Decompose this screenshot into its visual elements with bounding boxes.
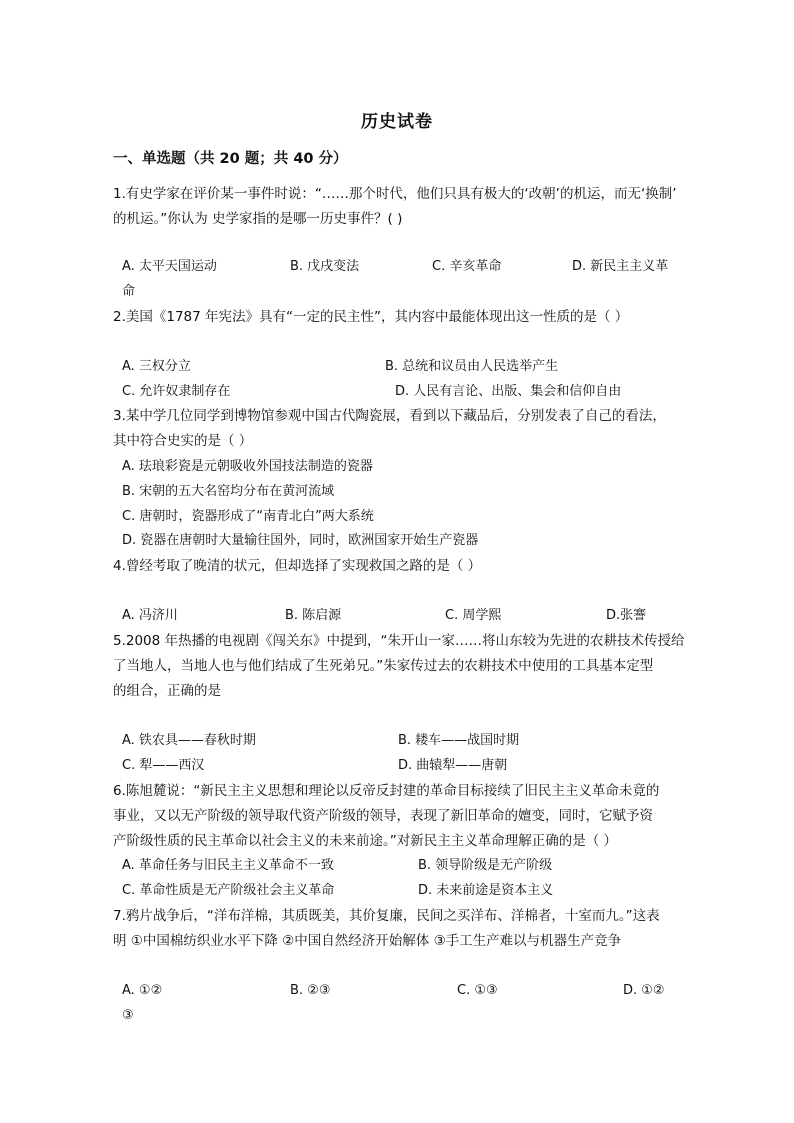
q5-option-a: A. 铁农具——春秋时期 [122,733,256,748]
q7-option-d: D. ①② [623,983,665,998]
question-7-text: 7.鸦片战争后，“洋布洋棉，其质既美，其价复廉，民间之买洋布、洋棉者，十室而九。”这表 [113,908,660,924]
q1-option-d: 命 [122,284,136,299]
q4-option-a: A. 冯济川 [122,608,178,623]
q4-option-d: D.张謇 [606,608,647,623]
question-5-text: 5.2008 年热播的电视剧《闯关东》中提到，“朱开山一家……将山东较为先进的农耕技术传授给 [113,633,685,649]
question-5-text: 的组合，正确的是 [113,683,221,699]
q6-option-a: A. 革命任务与旧民主主义革命不一致 [122,858,334,873]
question-3-text: 其中符合史实的是（ ） [113,433,253,449]
q3-option-d: D. 瓷器在唐朝时大量输往国外，同时，欧洲国家开始生产瓷器 [122,533,479,548]
q5-option-b: B. 耧车——战国时期 [398,733,520,748]
q6-option-b: B. 领导阶级是无产阶级 [418,858,553,873]
q5-option-d: D. 曲辕犁——唐朝 [398,758,508,773]
question-6-text: 6.陈旭麓说：“新民主主义思想和理论以反帝反封建的革命目标接续了旧民主主义革命未竟的 [113,783,660,799]
q7-option-c: C. ①③ [457,983,498,998]
q6-option-c: C. 革命性质是无产阶级社会主义革命 [122,883,335,898]
q7-option-a: A. ①② [122,983,163,998]
q2-option-a: A. 三权分立 [122,359,191,374]
q5-option-c: C. 犁——西汉 [122,758,205,773]
question-7-text: 明 ①中国棉纺织业水平下降 ②中国自然经济开始解体 ③手工生产难以与机器生产竞争 [113,933,622,949]
question-3-text: 3.某中学几位同学到博物馆参观中国古代陶瓷展，看到以下藏品后，分别发表了自己的看法， [113,408,666,424]
q1-option-a: A. 太平天国运动 [122,259,217,274]
q1-option-b: B. 戊戌变法 [290,259,360,274]
q7-option-b: B. ②③ [290,983,331,998]
page-title: 历史试卷 [361,112,433,132]
q1-option-d: D. 新民主主义革 [572,259,669,274]
q4-option-c: C. 周学熙 [445,608,502,623]
q2-option-c: C. 允许奴隶制存在 [122,384,231,399]
section-heading: 一、单选题（共 20 题；共 40 分） [113,151,348,167]
question-1-text: 的机运。”你认为 史学家指的是哪一历史事件？( ) [113,211,403,227]
q4-option-b: B. 陈启源 [285,608,342,623]
q2-option-b: B. 总统和议员由人民选举产生 [385,359,559,374]
question-1-text: 1.有史学家在评价某一事件时说：“……那个时代，他们只具有极大的‘改朝’的机运，而无‘换制’ [113,186,677,202]
q7-option-d: ③ [122,1008,134,1023]
question-2-text: 2.美国《1787 年宪法》具有“一定的民主性”，其内容中最能体现出这一性质的是（ ） [113,309,629,325]
q2-option-d: D. 人民有言论、出版、集会和信仰自由 [395,384,622,399]
q3-option-a: A. 珐琅彩瓷是元朝吸收外国技法制造的瓷器 [122,459,373,474]
q1-option-c: C. 辛亥革命 [432,259,502,274]
question-6-text: 事业，又以无产阶级的领导取代资产阶级的领导，表现了新旧革命的嬗变，同时，它赋予资 [113,808,653,824]
q3-option-c: C. 唐朝时，瓷器形成了“南青北白”两大系统 [122,509,374,524]
question-5-text: 了当地人，当地人也与他们结成了生死弟兄。”朱家传过去的农耕技术中使用的工具基本定型 [113,658,654,674]
q6-option-d: D. 未来前途是资本主义 [418,883,554,898]
question-4-text: 4.曾经考取了晚清的状元，但却选择了实现救国之路的是（ ） [113,558,482,574]
question-6-text: 产阶级性质的民主革命以社会主义的未来前途。”对新民主主义革命理解正确的是（ ） [113,833,618,849]
q3-option-b: B. 宋朝的五大名窑均分布在黄河流域 [122,484,335,499]
